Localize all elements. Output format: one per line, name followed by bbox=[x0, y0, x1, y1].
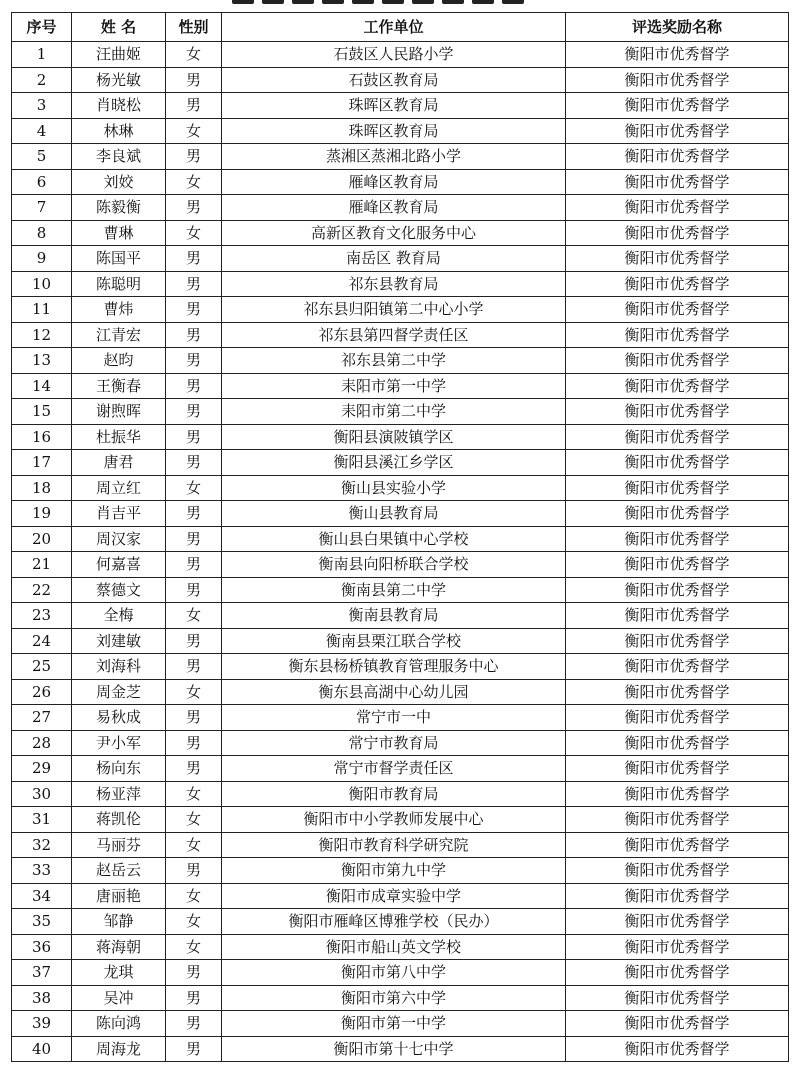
cell-gender: 女 bbox=[166, 807, 222, 833]
cell-seq: 20 bbox=[12, 526, 72, 552]
table-row bbox=[12, 373, 789, 399]
table-row bbox=[12, 169, 789, 195]
cell-unit: 衡阳市第六中学 bbox=[222, 985, 566, 1011]
cell-seq: 18 bbox=[12, 475, 72, 501]
cell-gender: 男 bbox=[166, 322, 222, 348]
table-row bbox=[12, 42, 789, 68]
cell-award: 衡阳市优秀督学 bbox=[566, 373, 789, 399]
table-row bbox=[12, 628, 789, 654]
cell-seq: 29 bbox=[12, 756, 72, 782]
cell-name: 肖吉平 bbox=[72, 501, 166, 527]
cell-name: 唐丽艳 bbox=[72, 883, 166, 909]
cell-award: 衡阳市优秀督学 bbox=[566, 730, 789, 756]
cell-gender: 男 bbox=[166, 526, 222, 552]
cell-unit: 常宁市一中 bbox=[222, 705, 566, 731]
cell-gender: 男 bbox=[166, 424, 222, 450]
cell-award: 衡阳市优秀督学 bbox=[566, 909, 789, 935]
cell-award: 衡阳市优秀督学 bbox=[566, 705, 789, 731]
cell-seq: 5 bbox=[12, 144, 72, 170]
cell-seq: 11 bbox=[12, 297, 72, 323]
cell-gender: 女 bbox=[166, 220, 222, 246]
cell-unit: 衡南县教育局 bbox=[222, 603, 566, 629]
cell-unit: 衡阳市第十七中学 bbox=[222, 1036, 566, 1062]
cell-award: 衡阳市优秀督学 bbox=[566, 67, 789, 93]
cell-seq: 28 bbox=[12, 730, 72, 756]
table-row bbox=[12, 322, 789, 348]
header-unit: 工作单位 bbox=[222, 13, 566, 42]
cell-award: 衡阳市优秀督学 bbox=[566, 322, 789, 348]
cell-unit: 衡阳市中小学教师发展中心 bbox=[222, 807, 566, 833]
cell-gender: 女 bbox=[166, 883, 222, 909]
cell-gender: 男 bbox=[166, 373, 222, 399]
cell-unit: 南岳区 教育局 bbox=[222, 246, 566, 272]
cell-award: 衡阳市优秀督学 bbox=[566, 220, 789, 246]
cell-gender: 男 bbox=[166, 1036, 222, 1062]
cell-name: 周汉家 bbox=[72, 526, 166, 552]
cell-name: 何嘉喜 bbox=[72, 552, 166, 578]
table-row bbox=[12, 909, 789, 935]
cell-name: 王衡春 bbox=[72, 373, 166, 399]
cell-seq: 37 bbox=[12, 960, 72, 986]
cell-name: 李良斌 bbox=[72, 144, 166, 170]
cell-name: 全梅 bbox=[72, 603, 166, 629]
cell-award: 衡阳市优秀督学 bbox=[566, 781, 789, 807]
cell-name: 易秋成 bbox=[72, 705, 166, 731]
cell-seq: 27 bbox=[12, 705, 72, 731]
cell-unit: 衡阳市第八中学 bbox=[222, 960, 566, 986]
cell-unit: 祁东县第四督学责任区 bbox=[222, 322, 566, 348]
cell-unit: 祁东县教育局 bbox=[222, 271, 566, 297]
cell-seq: 6 bbox=[12, 169, 72, 195]
cell-name: 尹小军 bbox=[72, 730, 166, 756]
cell-seq: 19 bbox=[12, 501, 72, 527]
cell-name: 吴冲 bbox=[72, 985, 166, 1011]
cell-unit: 石鼓区教育局 bbox=[222, 67, 566, 93]
cell-name: 周立红 bbox=[72, 475, 166, 501]
cell-unit: 衡南县第二中学 bbox=[222, 577, 566, 603]
table-row bbox=[12, 577, 789, 603]
table-row bbox=[12, 220, 789, 246]
cell-unit: 衡山县实验小学 bbox=[222, 475, 566, 501]
cell-unit: 衡山县教育局 bbox=[222, 501, 566, 527]
table-row bbox=[12, 960, 789, 986]
cell-seq: 36 bbox=[12, 934, 72, 960]
table-row bbox=[12, 552, 789, 578]
cell-gender: 男 bbox=[166, 985, 222, 1011]
table-row bbox=[12, 858, 789, 884]
cell-unit: 衡南县栗江联合学校 bbox=[222, 628, 566, 654]
cell-unit: 高新区教育文化服务中心 bbox=[222, 220, 566, 246]
cell-name: 陈毅衡 bbox=[72, 195, 166, 221]
cell-award: 衡阳市优秀督学 bbox=[566, 475, 789, 501]
cell-unit: 衡南县向阳桥联合学校 bbox=[222, 552, 566, 578]
cell-gender: 男 bbox=[166, 756, 222, 782]
cell-seq: 16 bbox=[12, 424, 72, 450]
table-row bbox=[12, 934, 789, 960]
cell-seq: 14 bbox=[12, 373, 72, 399]
cell-unit: 祁东县第二中学 bbox=[222, 348, 566, 374]
table-row bbox=[12, 603, 789, 629]
cell-award: 衡阳市优秀督学 bbox=[566, 552, 789, 578]
cell-unit: 衡阳市教育科学研究院 bbox=[222, 832, 566, 858]
cell-gender: 女 bbox=[166, 909, 222, 935]
cell-seq: 1 bbox=[12, 42, 72, 68]
cell-gender: 男 bbox=[166, 628, 222, 654]
cell-name: 曹琳 bbox=[72, 220, 166, 246]
table-row bbox=[12, 246, 789, 272]
cell-gender: 男 bbox=[166, 577, 222, 603]
cell-award: 衡阳市优秀督学 bbox=[566, 934, 789, 960]
cell-gender: 女 bbox=[166, 118, 222, 144]
cell-gender: 男 bbox=[166, 654, 222, 680]
cell-name: 赵岳云 bbox=[72, 858, 166, 884]
cell-seq: 35 bbox=[12, 909, 72, 935]
table-row bbox=[12, 1036, 789, 1062]
table-row bbox=[12, 297, 789, 323]
cell-seq: 32 bbox=[12, 832, 72, 858]
cell-seq: 9 bbox=[12, 246, 72, 272]
cell-name: 曹炜 bbox=[72, 297, 166, 323]
cell-award: 衡阳市优秀督学 bbox=[566, 348, 789, 374]
cell-unit: 雁峰区教育局 bbox=[222, 169, 566, 195]
table-row bbox=[12, 679, 789, 705]
cell-award: 衡阳市优秀督学 bbox=[566, 424, 789, 450]
cell-gender: 女 bbox=[166, 42, 222, 68]
cell-gender: 女 bbox=[166, 781, 222, 807]
cell-award: 衡阳市优秀督学 bbox=[566, 399, 789, 425]
cell-award: 衡阳市优秀督学 bbox=[566, 501, 789, 527]
cell-name: 陈国平 bbox=[72, 246, 166, 272]
cell-unit: 衡阳市船山英文学校 bbox=[222, 934, 566, 960]
cell-unit: 雁峰区教育局 bbox=[222, 195, 566, 221]
cell-name: 林琳 bbox=[72, 118, 166, 144]
table-row bbox=[12, 756, 789, 782]
cell-award: 衡阳市优秀督学 bbox=[566, 883, 789, 909]
table-row bbox=[12, 832, 789, 858]
cell-gender: 男 bbox=[166, 195, 222, 221]
cell-gender: 男 bbox=[166, 67, 222, 93]
cell-award: 衡阳市优秀督学 bbox=[566, 271, 789, 297]
cell-seq: 25 bbox=[12, 654, 72, 680]
cell-name: 杨光敏 bbox=[72, 67, 166, 93]
table-row bbox=[12, 807, 789, 833]
cell-unit: 常宁市督学责任区 bbox=[222, 756, 566, 782]
cell-award: 衡阳市优秀督学 bbox=[566, 42, 789, 68]
cell-gender: 男 bbox=[166, 144, 222, 170]
cell-gender: 男 bbox=[166, 348, 222, 374]
table-row bbox=[12, 195, 789, 221]
cell-gender: 男 bbox=[166, 501, 222, 527]
cell-unit: 衡阳市成章实验中学 bbox=[222, 883, 566, 909]
cell-name: 周金芝 bbox=[72, 679, 166, 705]
header-seq: 序号 bbox=[12, 13, 72, 42]
cell-name: 马丽芬 bbox=[72, 832, 166, 858]
header-award: 评选奖励名称 bbox=[566, 13, 789, 42]
table-row bbox=[12, 450, 789, 476]
cell-award: 衡阳市优秀督学 bbox=[566, 858, 789, 884]
cell-award: 衡阳市优秀督学 bbox=[566, 832, 789, 858]
cell-award: 衡阳市优秀督学 bbox=[566, 807, 789, 833]
cell-name: 杨亚萍 bbox=[72, 781, 166, 807]
cell-gender: 女 bbox=[166, 832, 222, 858]
cell-unit: 蒸湘区蒸湘北路小学 bbox=[222, 144, 566, 170]
cell-gender: 女 bbox=[166, 475, 222, 501]
cell-name: 汪曲姬 bbox=[72, 42, 166, 68]
cell-seq: 21 bbox=[12, 552, 72, 578]
cell-name: 蔡德文 bbox=[72, 577, 166, 603]
cell-seq: 39 bbox=[12, 1011, 72, 1037]
cell-award: 衡阳市优秀督学 bbox=[566, 577, 789, 603]
table-row bbox=[12, 424, 789, 450]
cell-award: 衡阳市优秀督学 bbox=[566, 526, 789, 552]
cell-award: 衡阳市优秀督学 bbox=[566, 985, 789, 1011]
cell-seq: 33 bbox=[12, 858, 72, 884]
cell-award: 衡阳市优秀督学 bbox=[566, 169, 789, 195]
cell-name: 唐君 bbox=[72, 450, 166, 476]
table-row bbox=[12, 399, 789, 425]
cell-name: 肖晓松 bbox=[72, 93, 166, 119]
cell-unit: 石鼓区人民路小学 bbox=[222, 42, 566, 68]
cell-award: 衡阳市优秀督学 bbox=[566, 297, 789, 323]
cell-gender: 男 bbox=[166, 93, 222, 119]
cell-gender: 男 bbox=[166, 271, 222, 297]
cell-unit: 衡阳市教育局 bbox=[222, 781, 566, 807]
cropped-title-fragment bbox=[0, 0, 800, 12]
cell-unit: 衡东县杨桥镇教育管理服务中心 bbox=[222, 654, 566, 680]
cell-name: 刘海科 bbox=[72, 654, 166, 680]
table-row bbox=[12, 1011, 789, 1037]
table-row bbox=[12, 118, 789, 144]
cell-unit: 衡阳县演陂镇学区 bbox=[222, 424, 566, 450]
cell-unit: 衡阳市第九中学 bbox=[222, 858, 566, 884]
cell-unit: 耒阳市第一中学 bbox=[222, 373, 566, 399]
cell-name: 刘姣 bbox=[72, 169, 166, 195]
cell-seq: 22 bbox=[12, 577, 72, 603]
cell-gender: 男 bbox=[166, 552, 222, 578]
cell-gender: 男 bbox=[166, 450, 222, 476]
cell-seq: 26 bbox=[12, 679, 72, 705]
table-row bbox=[12, 526, 789, 552]
cell-award: 衡阳市优秀督学 bbox=[566, 144, 789, 170]
cell-award: 衡阳市优秀督学 bbox=[566, 756, 789, 782]
table-row bbox=[12, 144, 789, 170]
cell-seq: 30 bbox=[12, 781, 72, 807]
cell-gender: 男 bbox=[166, 858, 222, 884]
cell-unit: 衡阳市雁峰区博雅学校（民办） bbox=[222, 909, 566, 935]
header-gender: 性别 bbox=[166, 13, 222, 42]
cell-gender: 男 bbox=[166, 960, 222, 986]
cell-gender: 女 bbox=[166, 934, 222, 960]
table-row bbox=[12, 348, 789, 374]
cell-award: 衡阳市优秀督学 bbox=[566, 118, 789, 144]
cell-name: 杨向东 bbox=[72, 756, 166, 782]
cell-seq: 34 bbox=[12, 883, 72, 909]
cell-gender: 女 bbox=[166, 169, 222, 195]
cell-seq: 15 bbox=[12, 399, 72, 425]
table-row bbox=[12, 883, 789, 909]
cell-unit: 珠晖区教育局 bbox=[222, 118, 566, 144]
cell-award: 衡阳市优秀督学 bbox=[566, 1011, 789, 1037]
cell-name: 江青宏 bbox=[72, 322, 166, 348]
cell-award: 衡阳市优秀督学 bbox=[566, 1036, 789, 1062]
cell-gender: 男 bbox=[166, 705, 222, 731]
cell-award: 衡阳市优秀督学 bbox=[566, 450, 789, 476]
cell-gender: 男 bbox=[166, 399, 222, 425]
table-row bbox=[12, 654, 789, 680]
header-name: 姓 名 bbox=[72, 13, 166, 42]
cell-unit: 衡阳县溪江乡学区 bbox=[222, 450, 566, 476]
table-row bbox=[12, 271, 789, 297]
cell-name: 蒋凯伦 bbox=[72, 807, 166, 833]
cell-name: 周海龙 bbox=[72, 1036, 166, 1062]
award-list-table bbox=[11, 12, 789, 1062]
table-row bbox=[12, 93, 789, 119]
table-row bbox=[12, 985, 789, 1011]
cell-award: 衡阳市优秀督学 bbox=[566, 603, 789, 629]
cell-seq: 23 bbox=[12, 603, 72, 629]
cell-unit: 祁东县归阳镇第二中心小学 bbox=[222, 297, 566, 323]
table-header-row bbox=[12, 13, 789, 42]
table-row bbox=[12, 501, 789, 527]
cell-seq: 8 bbox=[12, 220, 72, 246]
cell-unit: 珠晖区教育局 bbox=[222, 93, 566, 119]
cell-seq: 40 bbox=[12, 1036, 72, 1062]
cell-unit: 常宁市教育局 bbox=[222, 730, 566, 756]
cell-seq: 24 bbox=[12, 628, 72, 654]
cell-gender: 女 bbox=[166, 603, 222, 629]
cell-name: 谢煦晖 bbox=[72, 399, 166, 425]
cell-gender: 男 bbox=[166, 246, 222, 272]
cell-unit: 衡东县高湖中心幼儿园 bbox=[222, 679, 566, 705]
cell-award: 衡阳市优秀督学 bbox=[566, 628, 789, 654]
cell-gender: 男 bbox=[166, 1011, 222, 1037]
cell-award: 衡阳市优秀督学 bbox=[566, 679, 789, 705]
cell-seq: 4 bbox=[12, 118, 72, 144]
cell-award: 衡阳市优秀督学 bbox=[566, 654, 789, 680]
cell-seq: 31 bbox=[12, 807, 72, 833]
cell-seq: 13 bbox=[12, 348, 72, 374]
table-row bbox=[12, 705, 789, 731]
cell-seq: 3 bbox=[12, 93, 72, 119]
table-row bbox=[12, 67, 789, 93]
cell-name: 陈聪明 bbox=[72, 271, 166, 297]
cell-name: 陈向鸿 bbox=[72, 1011, 166, 1037]
cell-name: 刘建敏 bbox=[72, 628, 166, 654]
table-row bbox=[12, 475, 789, 501]
cell-name: 蒋海朝 bbox=[72, 934, 166, 960]
cell-seq: 7 bbox=[12, 195, 72, 221]
cell-name: 邹静 bbox=[72, 909, 166, 935]
cell-award: 衡阳市优秀督学 bbox=[566, 246, 789, 272]
cell-seq: 38 bbox=[12, 985, 72, 1011]
cell-seq: 17 bbox=[12, 450, 72, 476]
cell-award: 衡阳市优秀督学 bbox=[566, 960, 789, 986]
cell-name: 杜振华 bbox=[72, 424, 166, 450]
cell-unit: 耒阳市第二中学 bbox=[222, 399, 566, 425]
cell-seq: 10 bbox=[12, 271, 72, 297]
cell-unit: 衡山县白果镇中心学校 bbox=[222, 526, 566, 552]
cell-name: 龙琪 bbox=[72, 960, 166, 986]
cell-seq: 12 bbox=[12, 322, 72, 348]
cell-gender: 男 bbox=[166, 730, 222, 756]
cell-name: 赵昀 bbox=[72, 348, 166, 374]
table-row bbox=[12, 730, 789, 756]
cell-award: 衡阳市优秀督学 bbox=[566, 195, 789, 221]
cell-unit: 衡阳市第一中学 bbox=[222, 1011, 566, 1037]
cell-seq: 2 bbox=[12, 67, 72, 93]
cell-award: 衡阳市优秀督学 bbox=[566, 93, 789, 119]
cell-gender: 男 bbox=[166, 297, 222, 323]
cell-gender: 女 bbox=[166, 679, 222, 705]
table-row bbox=[12, 781, 789, 807]
